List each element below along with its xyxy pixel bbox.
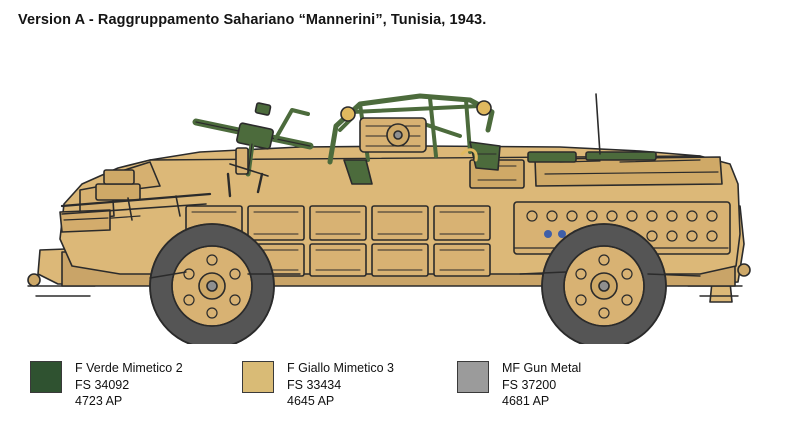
legend-text — [75, 360, 183, 410]
legend-item — [30, 360, 242, 410]
wheel-front — [150, 224, 274, 344]
page-title: Version A - Raggruppamento Sahariano “Mannerini”, Tunisia, 1943. — [18, 12, 487, 28]
paint-name: MF Gun Metal — [502, 361, 582, 375]
legend-item — [242, 360, 457, 410]
paint-fs-code: FS 33434 — [287, 377, 342, 392]
paint-name: F Giallo Mimetico 3 — [287, 361, 394, 375]
color-legend — [30, 360, 770, 410]
color-swatch-gun-metal — [457, 361, 489, 393]
paint-product-code: 4723 AP — [75, 394, 123, 408]
color-swatch-verde-mimetico — [30, 361, 62, 393]
paint-fs-code: FS 34092 — [75, 377, 130, 392]
paint-product-code: 4681 AP — [502, 394, 550, 408]
legend-item — [457, 360, 672, 410]
vehicle-illustration — [0, 34, 800, 344]
antenna — [596, 94, 600, 154]
paint-product-code: 4645 AP — [287, 394, 335, 408]
legend-text — [287, 360, 394, 410]
color-swatch-giallo-mimetico — [242, 361, 274, 393]
paint-fs-code: FS 37200 — [502, 377, 557, 392]
vehicle-svg — [0, 34, 800, 344]
wheel-rear — [542, 224, 666, 344]
legend-text — [502, 360, 581, 410]
paint-name: F Verde Mimetico 2 — [75, 361, 183, 375]
